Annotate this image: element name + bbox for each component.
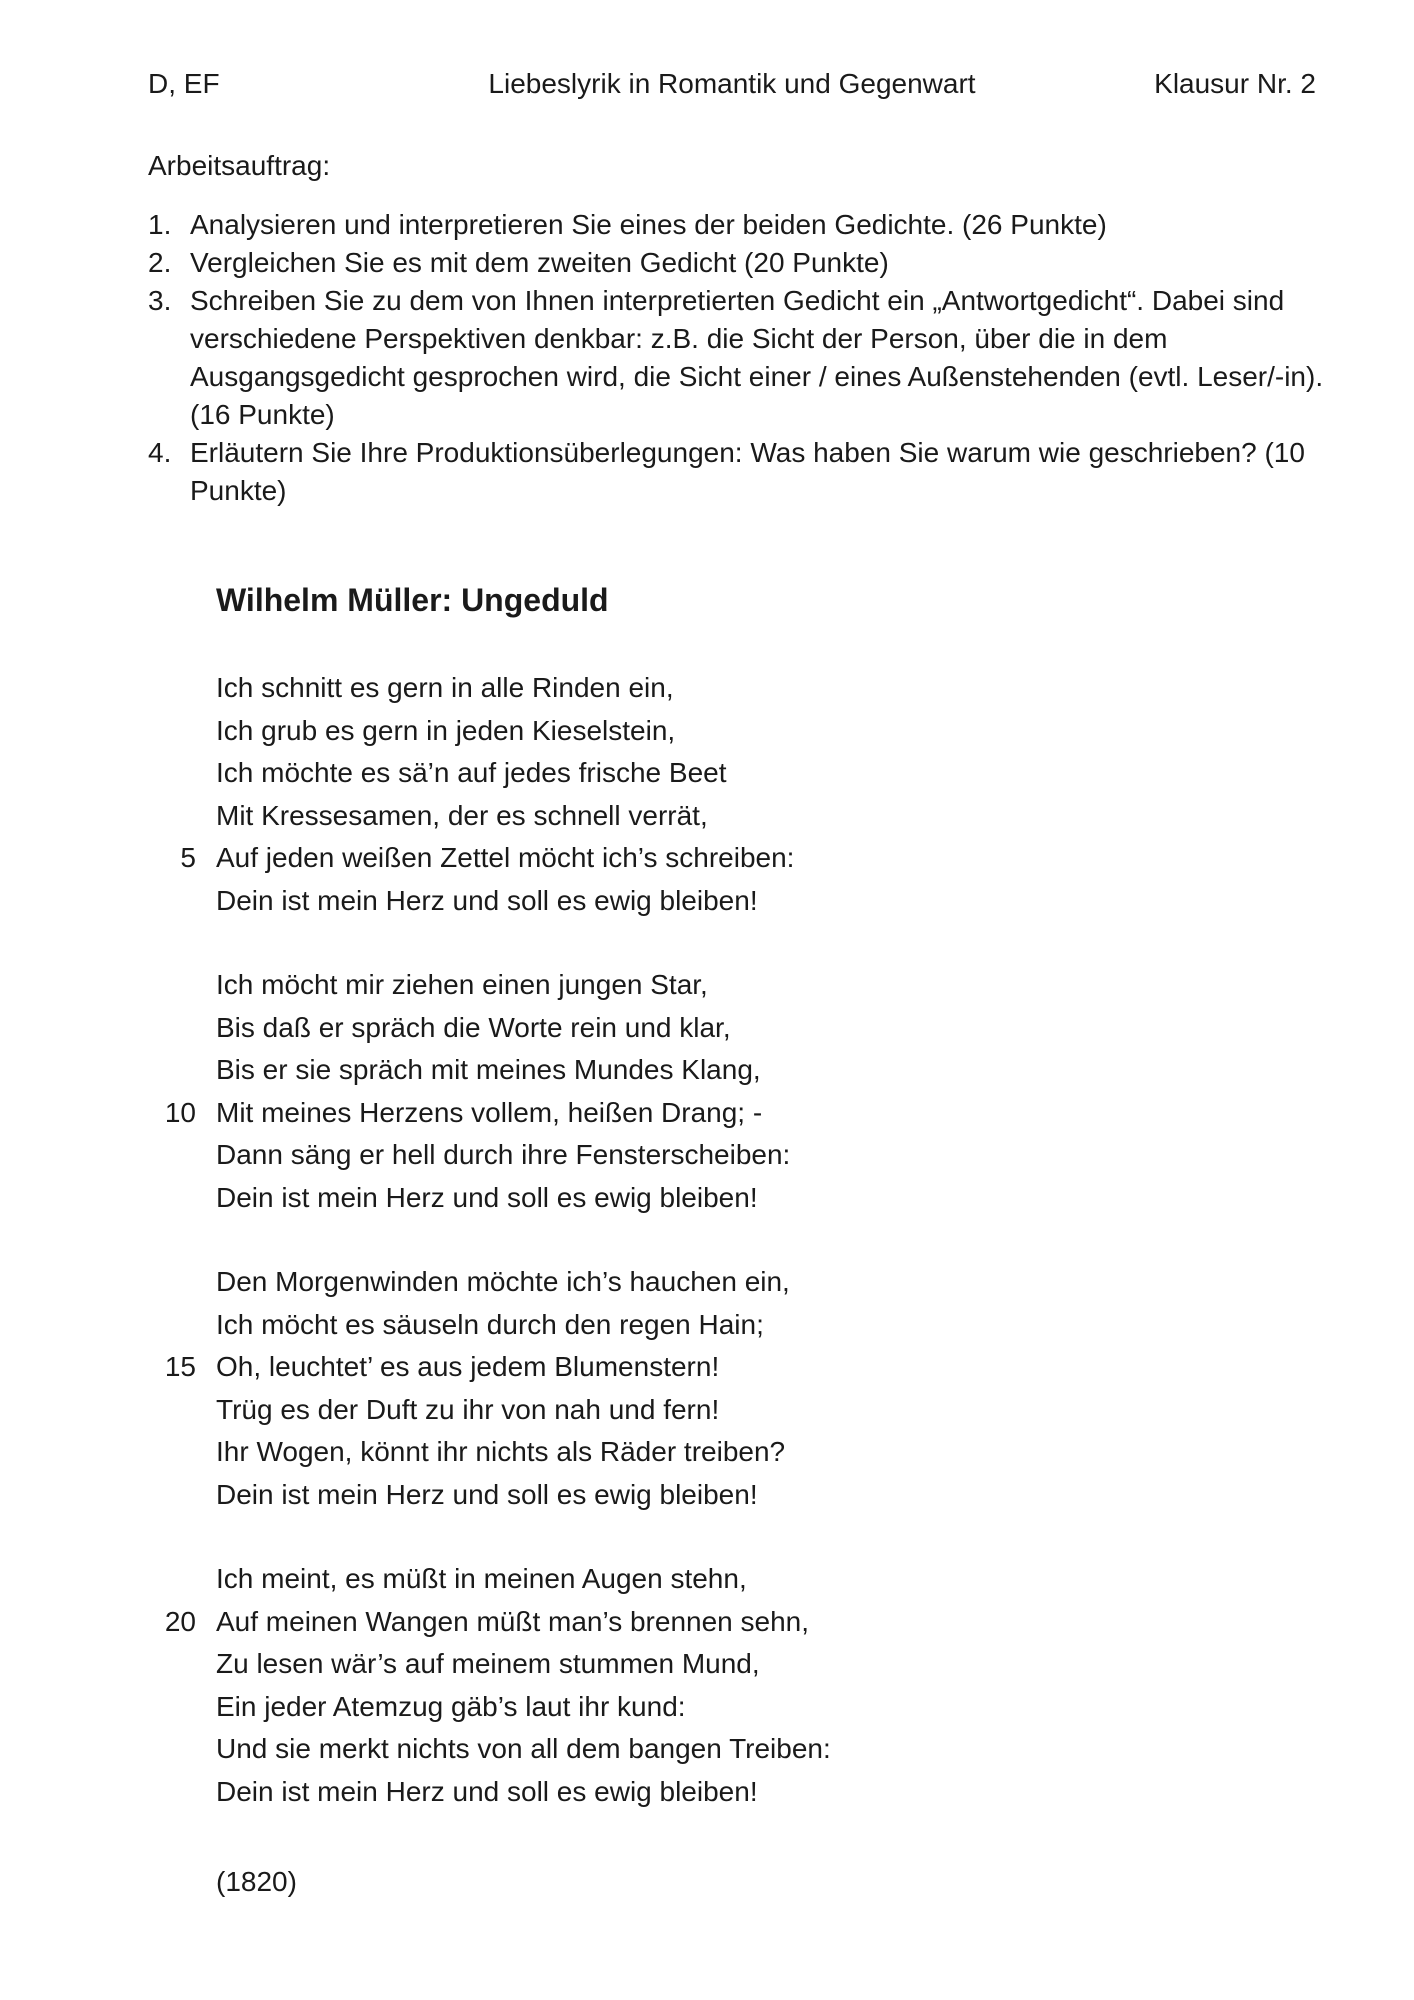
poem-verse [150, 710, 1250, 753]
header-topic: Liebeslyrik in Romantik und Gegenwart [488, 68, 976, 99]
poem-verse [150, 1643, 1250, 1686]
line-number: 5 [180, 842, 196, 873]
verse-text: Dein ist mein Herz und soll es ewig bleiben! [216, 884, 758, 916]
poem-verse [150, 1304, 1250, 1347]
poem-stanza [150, 1261, 1250, 1516]
poem-verse [150, 1601, 1250, 1644]
header-course: D, EF [148, 68, 220, 99]
poem-verse [150, 1431, 1250, 1474]
poem-verse [150, 964, 1250, 1007]
poem-verse [150, 1007, 1250, 1050]
poem-verse [150, 1771, 1250, 1814]
poem-verse [150, 752, 1250, 795]
poem-verse [150, 1558, 1250, 1601]
verse-text: Ihr Wogen, könnt ihr nichts als Räder treiben? [216, 1436, 786, 1467]
task-item-text: Erläutern Sie Ihre Produktionsüberlegungen: Was haben Sie warum wie geschrieben? (10 Punkte) [190, 437, 1305, 506]
verse-text: Mit meines Herzens vollem, heißen Drang; - [216, 1096, 763, 1128]
poem-verse [150, 1049, 1250, 1092]
verse-text: Mit Kressesamen, der es schnell verrät, [216, 799, 708, 831]
verse-text: Ich schnitt es gern in alle Rinden ein, [216, 672, 674, 703]
header-exam-number: Klausur Nr. 2 [1154, 68, 1316, 99]
task-item [148, 282, 1338, 434]
verse-text: Zu lesen wär’s auf meinem stummen Mund, [216, 1648, 760, 1679]
task-item [148, 434, 1338, 510]
verse-text: Bis daß er spräch die Worte rein und klar, [216, 1011, 731, 1043]
verse-text: Dein ist mein Herz und soll es ewig bleiben! [216, 1775, 758, 1807]
verse-text: Auf jeden weißen Zettel möcht ich’s schreiben: [216, 842, 795, 873]
task-item-text: Schreiben Sie zu dem von Ihnen interpretierten Gedicht ein „Antwortgedicht“. Dabei sind verschiedene Perspektiven denkbar: z.B. die Sicht der Person, über die in dem Ausgangsgedicht gesprochen wird, die Sicht einer / eines Außenstehenden (evtl. Leser/-in). (16 Punkte) [190, 285, 1324, 430]
line-number: 15 [164, 1351, 196, 1382]
poem-verse [150, 1346, 1250, 1389]
task-item-text: Analysieren und interpretieren Sie eines der beiden Gedichte. (26 Punkte) [190, 209, 1107, 240]
poem-year: (1820) [216, 1866, 297, 1897]
verse-text: Ich möcht mir ziehen einen jungen Star, [216, 969, 708, 1000]
verse-text: Ich meint, es müßt in meinen Augen stehn, [216, 1563, 747, 1594]
task-item [148, 244, 1338, 282]
poem-verse [150, 795, 1250, 838]
verse-text: Ich möcht es säuseln durch den regen Hain; [216, 1308, 764, 1340]
task-list [148, 206, 1338, 510]
poem-verse [150, 880, 1250, 923]
poem-verse [150, 1686, 1250, 1729]
verse-text: Ich grub es gern in jeden Kieselstein, [216, 714, 676, 746]
poem-verse [150, 1261, 1250, 1304]
poem-verse [150, 1134, 1250, 1177]
page-header [148, 66, 1316, 102]
verse-text: Auf meinen Wangen müßt man’s brennen sehn, [216, 1605, 810, 1637]
verse-text: Den Morgenwinden möchte ich’s hauchen ein, [216, 1266, 790, 1297]
task-item-number: 2. [148, 247, 172, 278]
line-number: 10 [164, 1096, 196, 1128]
poem-verse [150, 667, 1250, 710]
verse-text: Dein ist mein Herz und soll es ewig bleiben! [216, 1478, 758, 1510]
poem-verse [150, 1177, 1250, 1220]
task-item-number: 3. [148, 285, 172, 316]
verse-text: Bis er sie spräch mit meines Mundes Klang, [216, 1054, 761, 1085]
poem-body [150, 667, 1250, 1813]
verse-text: Ich möchte es sä’n auf jedes frische Beet [216, 757, 727, 788]
poem-verse [150, 1092, 1250, 1135]
line-number: 20 [164, 1605, 196, 1637]
poem-verse [150, 837, 1250, 880]
poem-title: Wilhelm Müller: Ungeduld [216, 582, 609, 618]
verse-text: Dein ist mein Herz und soll es ewig bleiben! [216, 1181, 758, 1213]
task-item [148, 206, 1338, 244]
poem-stanza [150, 1558, 1250, 1813]
poem-verse [150, 1389, 1250, 1432]
poem-verse [150, 1728, 1250, 1771]
poem-stanza [150, 667, 1250, 922]
task-item-text: Vergleichen Sie es mit dem zweiten Gedicht (20 Punkte) [190, 247, 889, 278]
poem-verse [150, 1474, 1250, 1517]
verse-text: Ein jeder Atemzug gäb’s laut ihr kund: [216, 1690, 686, 1722]
task-item-number: 1. [148, 209, 172, 240]
poem-stanza [150, 964, 1250, 1219]
task-heading: Arbeitsauftrag: [148, 150, 331, 181]
verse-text: Und sie merkt nichts von all dem bangen Treiben: [216, 1733, 831, 1764]
verse-text: Dann säng er hell durch ihre Fensterscheiben: [216, 1139, 791, 1170]
verse-text: Trüg es der Duft zu ihr von nah und fern! [216, 1393, 720, 1425]
verse-text: Oh, leuchtet’ es aus jedem Blumenstern! [216, 1351, 720, 1382]
task-item-number: 4. [148, 437, 172, 468]
